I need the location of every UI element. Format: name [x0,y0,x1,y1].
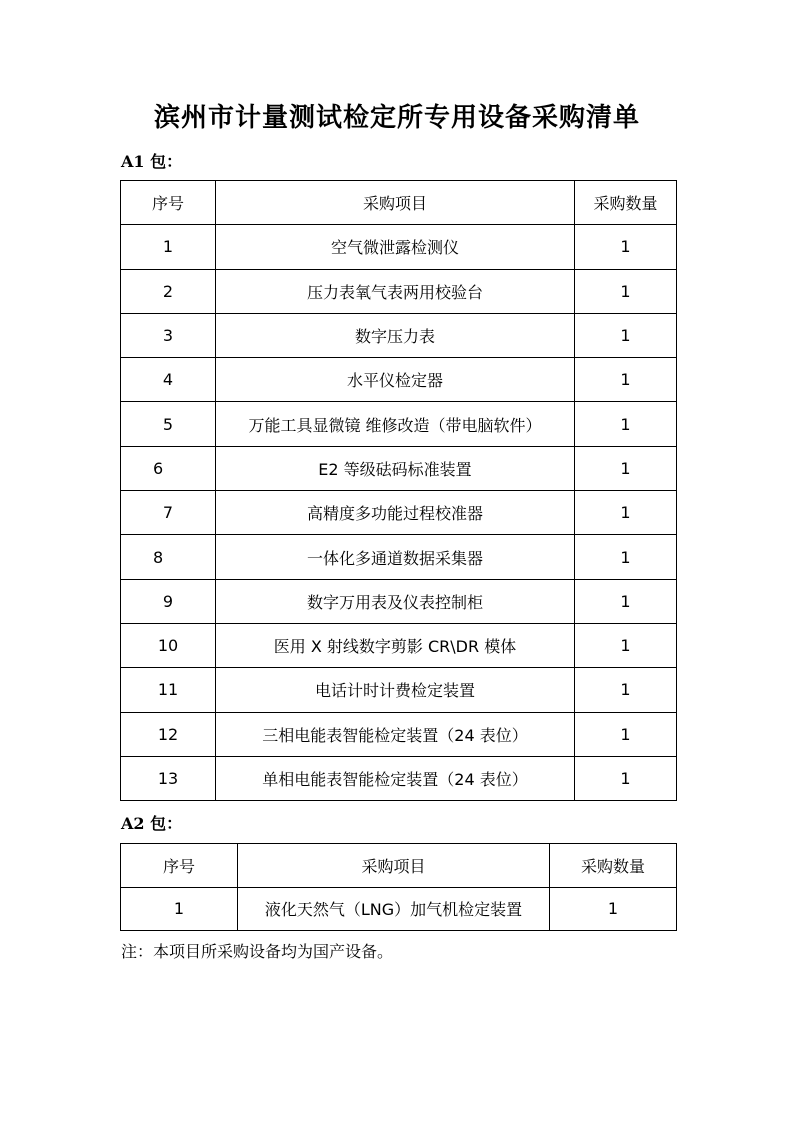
row-qty: 1 [575,313,677,357]
row-no: 2 [121,269,216,313]
row-item: E2 等级砝码标准装置 [216,446,575,490]
header-no: 序号 [121,844,238,888]
package-a2-label: A2 包： [121,814,183,833]
row-item: 水平仪检定器 [216,358,575,402]
footnote: 注：本项目所采购设备均为国产设备。 [121,942,394,961]
row-qty: 1 [575,358,677,402]
header-item: 采购项目 [238,844,550,888]
row-no: 10 [121,623,216,667]
package-a1-table [120,180,677,801]
row-item: 单相电能表智能检定装置（24 表位） [216,756,575,800]
table-row [121,756,677,800]
row-item: 医用 X 射线数字剪影 CR\DR 模体 [216,623,575,667]
package-a1-label: A1 包： [121,152,183,171]
table-header-row [121,181,677,225]
row-qty: 1 [575,402,677,446]
row-item: 万能工具显微镜 维修改造（带电脑软件） [216,402,575,446]
row-no: 6 [121,446,216,490]
row-item: 数字万用表及仪表控制柜 [216,579,575,623]
table-row [121,269,677,313]
table-row [121,623,677,667]
row-no: 11 [121,668,216,712]
row-qty: 1 [575,225,677,269]
row-qty: 1 [575,491,677,535]
table-row [121,887,677,931]
row-no: 1 [121,887,238,931]
row-qty: 1 [575,623,677,667]
row-no: 13 [121,756,216,800]
row-qty: 1 [575,668,677,712]
header-no: 序号 [121,181,216,225]
header-qty: 采购数量 [575,181,677,225]
row-item: 压力表氧气表两用校验台 [216,269,575,313]
row-item: 三相电能表智能检定装置（24 表位） [216,712,575,756]
row-no: 4 [121,358,216,402]
table-row [121,358,677,402]
row-no: 8 [121,535,216,579]
table-row [121,535,677,579]
row-no: 9 [121,579,216,623]
row-qty: 1 [575,712,677,756]
table-row [121,579,677,623]
header-item: 采购项目 [216,181,575,225]
row-item: 液化天然气（LNG）加气机检定装置 [238,887,550,931]
row-no: 12 [121,712,216,756]
row-no: 7 [121,491,216,535]
header-qty: 采购数量 [550,844,677,888]
row-qty: 1 [575,269,677,313]
table-row [121,491,677,535]
row-no: 1 [121,225,216,269]
table-row [121,668,677,712]
table-row [121,313,677,357]
row-item: 电话计时计费检定装置 [216,668,575,712]
row-qty: 1 [575,535,677,579]
row-item: 数字压力表 [216,313,575,357]
table-row [121,402,677,446]
row-qty: 1 [575,579,677,623]
document-title: 滨州市计量测试检定所专用设备采购清单 [153,103,640,133]
table-row [121,712,677,756]
table-header-row [121,844,677,888]
row-item: 一体化多通道数据采集器 [216,535,575,579]
row-no: 5 [121,402,216,446]
package-a2-table [120,843,677,931]
row-no: 3 [121,313,216,357]
row-qty: 1 [575,756,677,800]
table-row [121,225,677,269]
row-qty: 1 [550,887,677,931]
row-qty: 1 [575,446,677,490]
table-row [121,446,677,490]
row-item: 空气微泄露检测仪 [216,225,575,269]
row-item: 高精度多功能过程校准器 [216,491,575,535]
